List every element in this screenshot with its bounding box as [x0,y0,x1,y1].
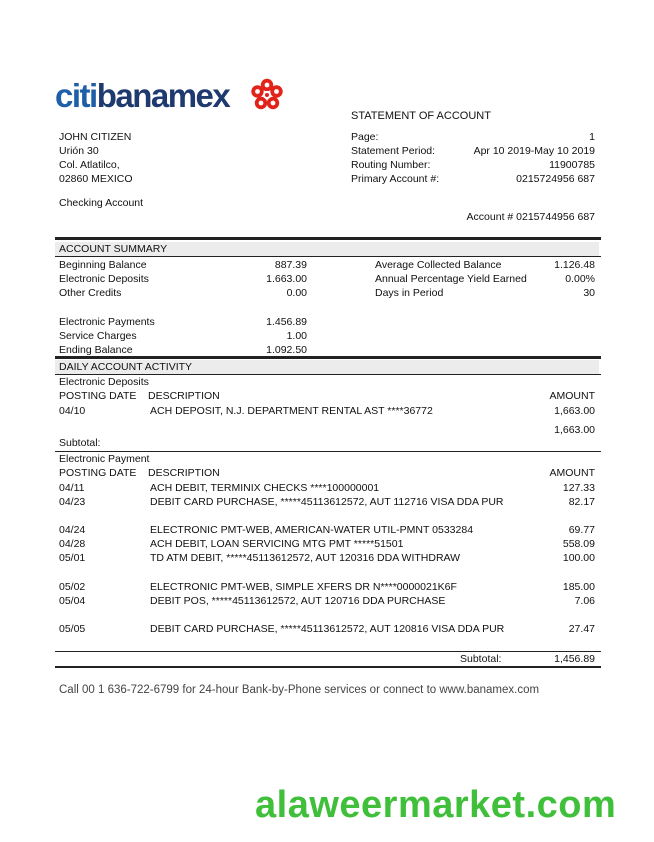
period-value: Apr 10 2019-May 10 2019 [473,145,595,157]
electronic-payments-label: Electronic Payments [59,316,155,328]
account-type: Checking Account [59,197,144,209]
electronic-payments-value: 1.456.89 [266,316,307,328]
payments-section-title: Electronic Payment [59,453,150,465]
avg-collected-balance-label: Average Collected Balance [375,259,502,271]
days-in-period-label: Days in Period [375,287,444,299]
payment-row-desc: ELECTRONIC PMT-WEB, SIMPLE XFERS DR N****0000021K6F [150,581,457,593]
deposits-col-desc: DESCRIPTION [148,390,220,402]
payment-row-amount: 558.09 [562,538,595,550]
summary-head-rule [55,256,601,257]
payment-row-desc: ACH DEBIT, TERMINIX CHECKS ****100000001 [150,482,380,494]
customer-colony: Col. Atlatilco, [59,159,120,171]
payment-row-desc: ACH DEBIT, LOAN SERVICING MTG PMT *****51501 [150,538,404,550]
payment-row-amount: 27.47 [568,623,595,635]
routing-value: 11900785 [549,159,595,171]
activity-head-rule [55,374,601,375]
activity-top-rule [55,356,601,359]
payments-subtotal-label: Subtotal: [460,653,502,665]
payment-row-amount: 100.00 [562,552,595,564]
payment-row-amount: 7.06 [574,595,595,607]
payments-col-desc: DESCRIPTION [148,467,220,479]
payment-row-desc: DEBIT CARD PURCHASE, *****45113612572, AUT 112716 VISA DDA PUR [150,496,504,508]
electronic-deposits-value: 1.663.00 [266,273,307,285]
ending-balance-value: 1.092.50 [266,344,307,356]
electronic-deposits-label: Electronic Deposits [59,273,149,285]
payment-row-date: 04/28 [59,538,86,550]
payment-row-desc: ELECTRONIC PMT-WEB, AMERICAN-WATER UTIL-PMNT 0533284 [150,524,474,536]
beginning-balance-value: 887.39 [274,259,307,271]
payment-row-date: 04/11 [59,482,85,494]
deposits-col-amount: AMOUNT [549,390,595,402]
summary-left-col-2 [59,315,307,357]
daily-activity-heading: DAILY ACCOUNT ACTIVITY [55,360,599,374]
deposits-bottom-rule [55,451,601,452]
customer-city: 02860 MEXICO [59,173,133,185]
deposits-subtotal-value: 1,663.00 [554,424,595,436]
payment-row-date: 04/24 [59,524,86,536]
account-number-line: Account # 0215744956 687 [466,211,595,223]
other-credits-value: 0.00 [286,287,307,299]
statement-title: STATEMENT OF ACCOUNT [351,110,491,122]
payment-row-desc: DEBIT POS, *****45113612572, AUT 120716 DDA PURCHASE [150,595,446,607]
customer-address [59,130,133,186]
other-credits-label: Other Credits [59,287,122,299]
payment-row-amount: 69.77 [568,524,595,536]
payment-row-desc: TD ATM DEBIT, *****45113612572, AUT 120316 DDA WITHDRAW [150,552,461,564]
service-charges-label: Service Charges [59,330,137,342]
payment-row-amount: 82.17 [568,496,595,508]
payment-row-desc: DEBIT CARD PURCHASE, *****45113612572, AUT 120816 VISA DDA PUR [150,623,505,635]
deposits-subtotal-label: Subtotal: [59,437,101,449]
service-charges-value: 1.00 [286,330,307,342]
payments-col-date: POSTING DATE [59,467,137,479]
deposit-row-date: 04/10 [59,405,86,417]
summary-top-rule [55,237,601,240]
period-label: Statement Period: [351,145,436,157]
account-summary-heading: ACCOUNT SUMMARY [55,242,599,256]
logo-citi-text: citi [55,77,97,114]
summary-right-col [375,258,595,300]
avg-collected-balance-value: 1.126.48 [554,259,595,271]
payments-end-rule [55,666,601,668]
customer-name: JOHN CITIZEN [59,131,132,143]
deposits-section-title: Electronic Deposits [59,376,149,388]
days-in-period-value: 30 [583,287,595,299]
payments-bottom-rule [55,651,601,652]
payment-row-date: 05/01 [59,552,86,564]
page-value: 1 [589,131,595,143]
payment-row-amount: 127.33 [562,482,595,494]
banamex-flower-icon [250,78,284,112]
customer-street: Urión 30 [59,145,99,157]
routing-label: Routing Number: [351,159,431,171]
deposit-row-amount: 1,663.00 [554,405,595,417]
payments-subtotal-value: 1,456.89 [554,653,595,665]
deposit-row-desc: ACH DEPOSIT, N.J. DEPARTMENT RENTAL AST ****36772 [150,405,433,417]
deposits-col-date: POSTING DATE [59,390,137,402]
apy-value: 0.00% [565,273,595,285]
page-label: Page: [351,131,379,143]
logo-banamex-text: banamex [96,77,230,114]
footer-contact: Call 00 1 636-722-6799 for 24-hour Bank-by-Phone services or connect to www.banamex.com [59,684,540,696]
payment-row-amount: 185.00 [562,581,595,593]
summary-left-col [59,258,307,300]
payment-row-date: 05/04 [59,595,86,607]
watermark: alaweermarket.com [255,784,617,826]
primary-account-label: Primary Account #: [351,173,440,185]
payment-row-date: 05/05 [59,623,86,635]
payments-col-amount: AMOUNT [549,467,595,479]
primary-account-value: 0215724956 687 [516,173,595,185]
payment-row-date: 04/23 [59,496,86,508]
payment-row-date: 05/02 [59,581,86,593]
beginning-balance-label: Beginning Balance [59,259,147,271]
apy-label: Annual Percentage Yield Earned [375,273,527,285]
bank-logo [55,78,229,114]
statement-meta [351,130,595,186]
ending-balance-label: Ending Balance [59,344,133,356]
